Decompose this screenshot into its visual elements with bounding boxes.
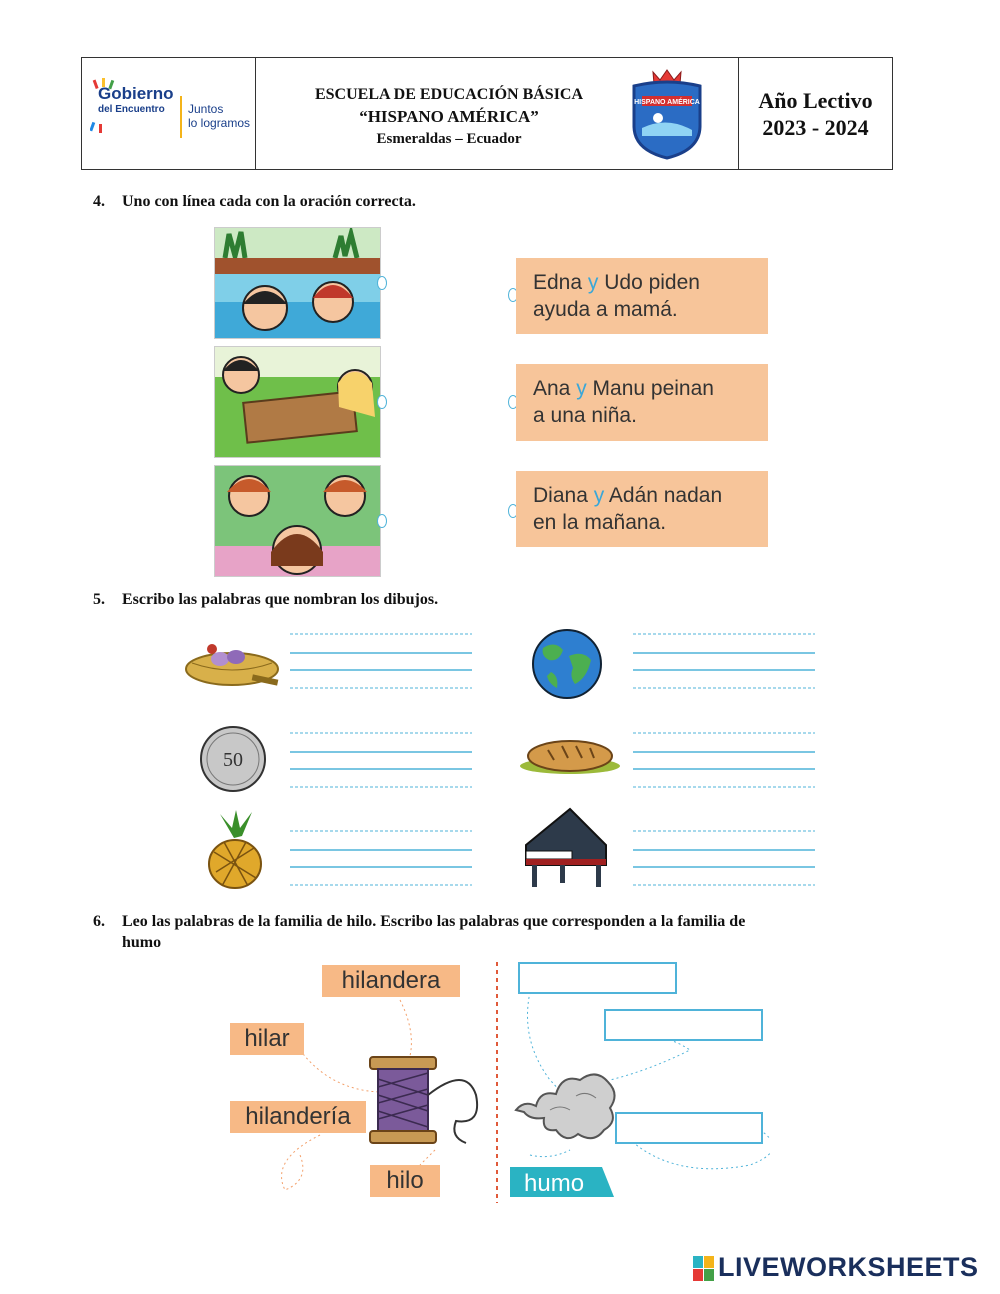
smoke-picture	[510, 1060, 620, 1144]
writing-lines-globe[interactable]	[633, 630, 815, 692]
connector-lines	[230, 960, 770, 1205]
q6-instruction: Leo las palabras de la familia de hilo. Escribo las palabras que corresponden a la familia de humo	[122, 913, 746, 951]
school-year: Año Lectivo 2023 - 2024	[758, 87, 873, 140]
writing-lines-bread[interactable]	[633, 729, 815, 791]
writing-lines-pineapple[interactable]	[290, 827, 472, 889]
globe-picture	[529, 626, 607, 700]
word-hilo: hilo	[370, 1165, 440, 1197]
q4-instruction: Uno con línea cada con la oración correcta.	[122, 193, 416, 210]
word-hilandera: hilandera	[322, 965, 460, 997]
sentence-box-3: Diana y Adán nadan en la mañana.	[516, 471, 768, 547]
bread-picture	[518, 734, 622, 778]
divider	[180, 96, 182, 138]
writing-lines-coin[interactable]	[290, 729, 472, 791]
answer-box-3[interactable]	[615, 1112, 763, 1144]
q6-number: 6.	[93, 913, 105, 930]
q4-number: 4.	[93, 193, 105, 210]
school-city: Esmeraldas – Ecuador	[376, 131, 522, 147]
carrying-table-picture	[214, 346, 381, 458]
writing-lines-piano[interactable]	[633, 827, 815, 889]
liveworksheets-logo-icon	[693, 1256, 715, 1282]
school-name: “HISPANO AMÉRICA”	[359, 107, 539, 126]
pineapple-picture	[196, 808, 274, 890]
coin-picture	[196, 724, 270, 794]
svg-text:HISPANO AMÉRICA: HISPANO AMÉRICA	[634, 99, 700, 106]
header-table	[81, 57, 893, 170]
liveworksheets-brand: LIVEWORKSHEETS	[718, 1252, 979, 1282]
match-dot-1[interactable]	[377, 276, 387, 290]
school-crest-icon	[628, 68, 706, 160]
combing-hair-picture	[214, 465, 381, 577]
swimming-children-picture	[214, 227, 381, 339]
thread-spool-picture	[366, 1055, 484, 1145]
government-logo	[82, 58, 256, 169]
gov-slogan: Juntos lo logramos	[188, 102, 251, 130]
school-info	[256, 58, 739, 169]
sentence-box-2: Ana y Manu peinan a una niña.	[516, 364, 768, 441]
writing-lines-nest[interactable]	[290, 630, 472, 692]
svg-text:50: 50	[223, 749, 243, 771]
word-hilanderia: hilandería	[230, 1101, 366, 1133]
school-line-1: ESCUELA DE EDUCACIÓN BÁSICA	[314, 86, 584, 103]
answer-box-2[interactable]	[604, 1009, 763, 1041]
svg-text:humo: humo	[524, 1170, 585, 1197]
gov-name: Gobierno del Encuentro	[98, 84, 174, 115]
word-humo-tag	[510, 1163, 616, 1199]
answer-box-1[interactable]	[518, 962, 677, 994]
q5-number: 5.	[93, 591, 105, 608]
word-hilar: hilar	[230, 1023, 304, 1055]
piano-picture	[520, 805, 610, 889]
q5-instruction: Escribo las palabras que nombran los dibujos.	[122, 591, 439, 608]
nest-picture	[182, 633, 282, 691]
match-dot-2[interactable]	[377, 395, 387, 409]
sentence-box-1: Edna y Udo piden ayuda a mamá.	[516, 258, 768, 334]
match-dot-3[interactable]	[377, 514, 387, 528]
